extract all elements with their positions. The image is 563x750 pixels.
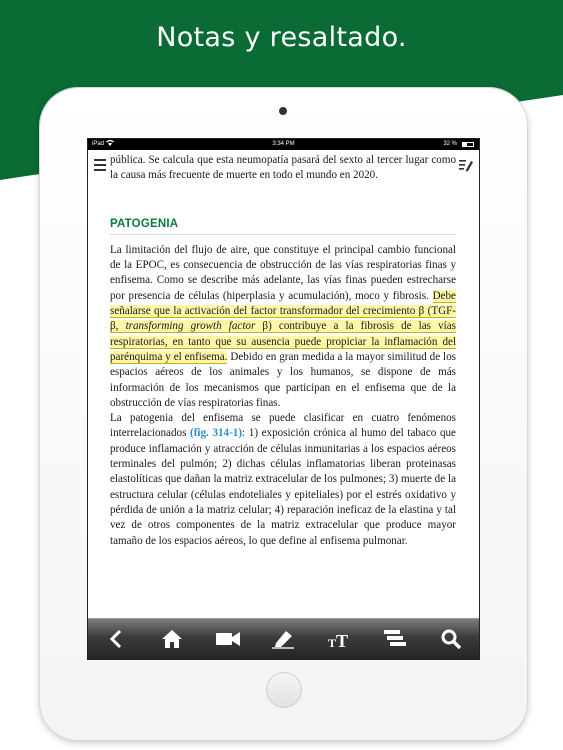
highlighter-icon[interactable] xyxy=(270,626,296,652)
svg-text:T: T xyxy=(336,631,349,648)
text-size-icon[interactable] xyxy=(326,626,352,652)
section-heading: PATOGENIA xyxy=(110,217,456,235)
figure-link[interactable]: (fig. 314-1) xyxy=(190,427,243,440)
video-icon[interactable] xyxy=(215,626,241,652)
para2-text-a: La patogenia del enfisema se puede clasificar en cuatro fenómenos interrelacionados xyxy=(110,412,456,440)
book-text xyxy=(110,153,456,549)
ipad-screen xyxy=(88,139,479,659)
status-battery: 32 % xyxy=(443,141,457,147)
status-carrier: iPad xyxy=(92,141,105,147)
svg-text:T: T xyxy=(328,636,337,648)
bottom-toolbar xyxy=(88,618,479,659)
home-icon[interactable] xyxy=(159,626,185,652)
status-time: 3:34 PM xyxy=(272,141,295,147)
menu-icon[interactable] xyxy=(94,159,106,174)
paragraph-1 xyxy=(110,243,456,411)
notes-list-icon[interactable] xyxy=(382,626,408,652)
intro-paragraph: pública. Se calcula que esta neumopatía pasará del sexto al tercer lugar como la causa más frecuente de muerte en todo el mundo en 2020. xyxy=(110,154,456,182)
para1-text-a: La limitación del flujo de aire, que constituye el principal cambio funcional de la EPOC, es consecuencia de obstrucción de las vías respiratorias finas y enfisema. Como se describe más adelante, las vías finas pueden estrecharse por presencia de células (hiperplasia y acumulación), moco y fibrosis. xyxy=(110,243,456,302)
para1-text-b: Debido en gran medida a la mayor similitud de los espacios aéreos de los animales y los humanos, se dispone de más información de los mecanismos que participan en el enfisema que de la obstrucción de vías respiratorias finas. xyxy=(110,350,456,409)
para2-text-b: : 1) exposición crónica al humo del tabaco que produce inflamación y atracción de células inmunitarias a los espacios aéreos terminales del pulmón; 2) dichas células inflamatorias liberan proteinasas elastolíticas que dañan la matriz extracelular de los pulmones; 3) muerte de la estructura celular (células endoteliales y epiteliales) por el estrés oxidativo y pérdida de unión a la matriz celular; 4) reparación ineficaz de la elastina y tal vez de otros componentes de la matriz extracelular que produce mayor tamaño de los espacios aéreos, lo que define al enfisema pulmonar. xyxy=(110,427,456,547)
highlight-text-1: Debe señalarse que la activación del factor transformador del crecimiento β (TGF-β, xyxy=(110,289,456,333)
back-icon[interactable] xyxy=(103,626,129,652)
promo-headline: Notas y resaltado. xyxy=(156,22,407,53)
highlight-italic: transforming growth factor xyxy=(125,320,256,333)
search-icon[interactable] xyxy=(438,626,464,652)
highlight-text-2: β) contribuye a la fibrosis de las vías respiratorias, en tanto que su ausencia puede propiciar la inflamación del parénquima y el enfisema. xyxy=(110,320,456,363)
status-bar xyxy=(88,139,479,150)
battery-icon xyxy=(462,142,474,147)
edit-notes-icon[interactable] xyxy=(459,158,473,172)
paragraph-2 xyxy=(110,411,456,549)
camera-dot xyxy=(279,107,287,115)
home-button[interactable] xyxy=(266,672,302,708)
